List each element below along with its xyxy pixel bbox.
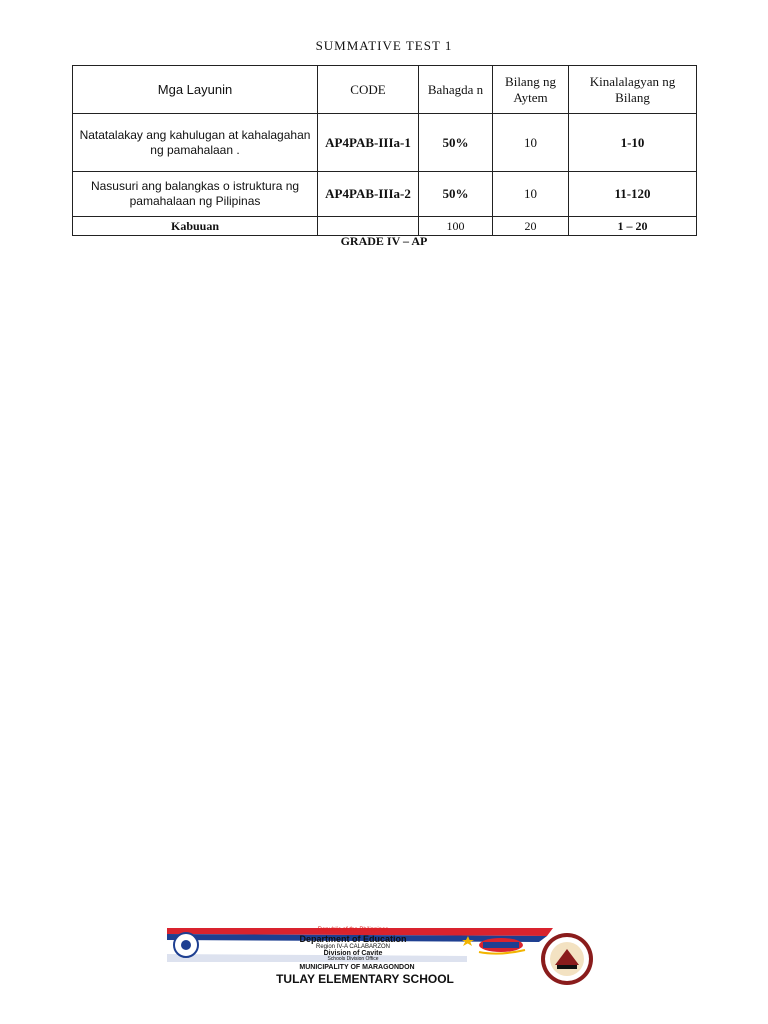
total-items: 20 bbox=[493, 217, 569, 236]
table-row bbox=[73, 114, 697, 172]
percent-cell: 50% bbox=[419, 114, 493, 172]
republic-text: Republic of the Philippines bbox=[317, 927, 389, 933]
placement-cell: 11-120 bbox=[569, 172, 697, 217]
document-title: SUMMATIVE TEST 1 bbox=[315, 38, 453, 53]
code-cell: AP4PAB-IIIa-1 bbox=[318, 114, 419, 172]
division-text: Division of Cavite bbox=[323, 950, 383, 957]
district-text: Schools Division Office bbox=[327, 956, 379, 962]
school-footer bbox=[167, 926, 603, 986]
school-seal-icon bbox=[533, 931, 601, 987]
table-row bbox=[73, 172, 697, 217]
table-of-specifications bbox=[72, 65, 697, 236]
header-items: Bilang ng Aytem bbox=[493, 66, 569, 114]
header-percent: Bahagda n bbox=[419, 66, 493, 114]
school-name: TULAY ELEMENTARY SCHOOL bbox=[276, 972, 454, 986]
total-label: Kabuuan bbox=[73, 217, 318, 236]
region-text: Region IV-A CALABARZON bbox=[315, 944, 391, 950]
sdo-logo-icon bbox=[459, 934, 529, 956]
municipality-text: MUNICIPALITY OF MARAGONDON bbox=[299, 964, 415, 971]
header-objectives: Mga Layunin bbox=[73, 66, 318, 114]
header-placement: Kinalalagyan ng Bilang bbox=[569, 66, 697, 114]
total-code bbox=[318, 217, 419, 236]
total-percent: 100 bbox=[419, 217, 493, 236]
code-cell: AP4PAB-IIIa-2 bbox=[318, 172, 419, 217]
items-cell: 10 bbox=[493, 172, 569, 217]
total-row bbox=[73, 217, 697, 236]
table-header-row bbox=[73, 66, 697, 114]
objective-cell: Nasusuri ang balangkas o istruktura ng pamahalaan ng Pilipinas bbox=[73, 172, 318, 217]
department-text: Department of Education bbox=[299, 934, 407, 944]
percent-cell: 50% bbox=[419, 172, 493, 217]
items-cell: 10 bbox=[493, 114, 569, 172]
objective-cell: Natatalakay ang kahulugan at kahalagahan ng pamahalaan . bbox=[73, 114, 318, 172]
header-code: CODE bbox=[318, 66, 419, 114]
grade-label: GRADE IV – AP bbox=[340, 234, 428, 248]
placement-cell: 1-10 bbox=[569, 114, 697, 172]
deped-seal-icon bbox=[173, 932, 199, 958]
total-placement: 1 – 20 bbox=[569, 217, 697, 236]
